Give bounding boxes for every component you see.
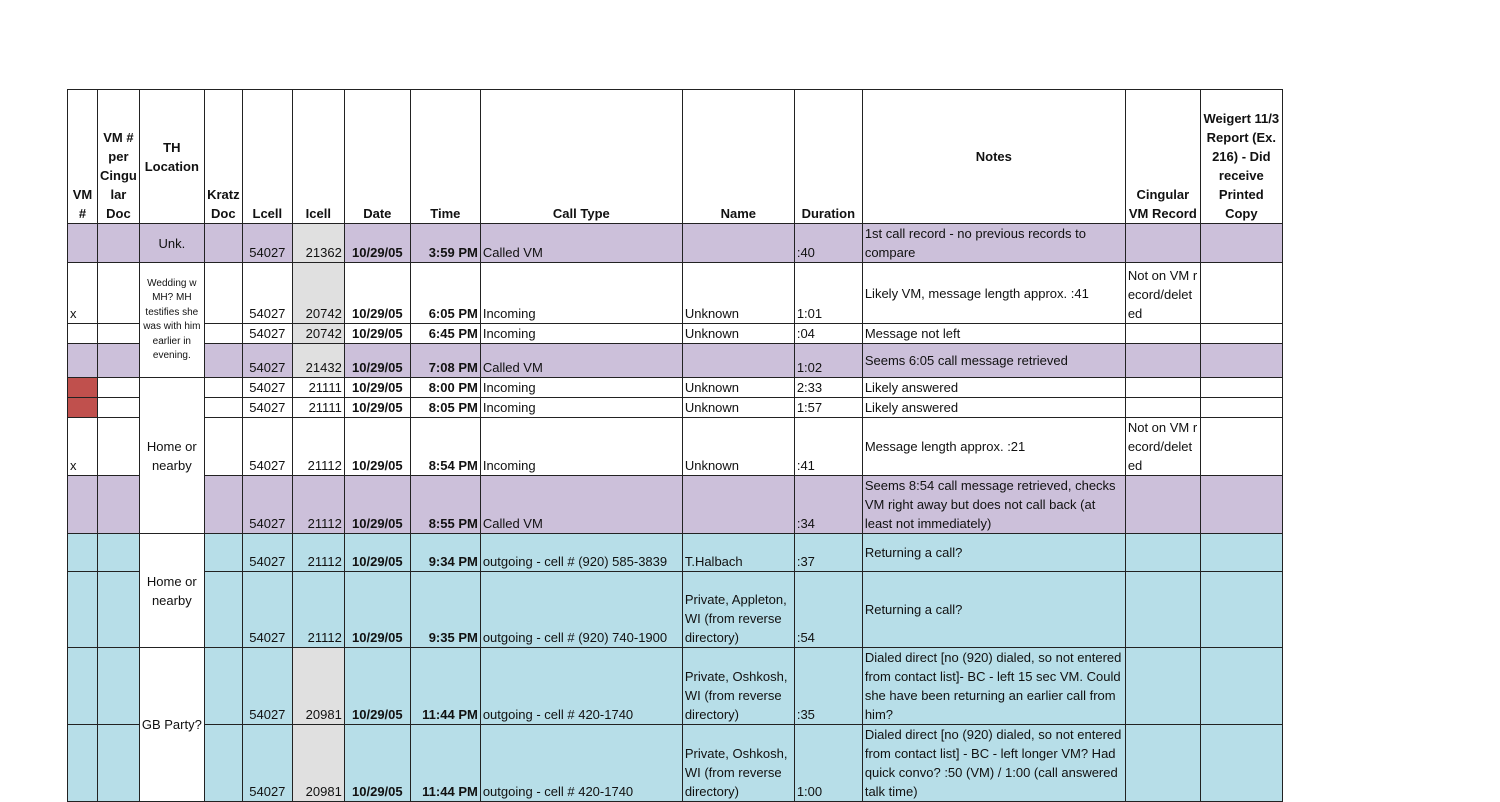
cingular-vm-record-cell	[1125, 476, 1200, 534]
date-cell: 10/29/05	[344, 398, 410, 418]
call-type-cell: Incoming	[480, 398, 682, 418]
kratz-doc-cell	[204, 725, 242, 802]
icell-cell: 20742	[292, 324, 344, 344]
date-cell: 10/29/05	[344, 344, 410, 378]
icell-cell: 21111	[292, 378, 344, 398]
icell-cell: 21112	[292, 476, 344, 534]
th-location-cell: Home or nearby	[139, 534, 204, 648]
table-row	[68, 378, 1283, 398]
name-cell	[682, 344, 794, 378]
cingular-vm-record-cell	[1125, 324, 1200, 344]
header-notes: Notes	[862, 90, 1125, 224]
call-type-cell: outgoing - cell # (920) 585-3839	[480, 534, 682, 572]
notes-cell: Seems 6:05 call message retrieved	[862, 344, 1125, 378]
time-cell: 9:35 PM	[410, 572, 480, 648]
table-row	[68, 398, 1283, 418]
vm-number-cell	[68, 725, 98, 802]
call-type-cell: outgoing - cell # 420-1740	[480, 648, 682, 725]
vm-cingular-doc-cell	[98, 263, 140, 324]
icell-cell: 21432	[292, 344, 344, 378]
weigert-report-cell	[1200, 725, 1282, 802]
name-cell: Unknown	[682, 418, 794, 476]
kratz-doc-cell	[204, 418, 242, 476]
date-cell: 10/29/05	[344, 648, 410, 725]
kratz-doc-cell	[204, 398, 242, 418]
th-location-cell: Unk.	[139, 224, 204, 263]
name-cell: Private, Oshkosh, WI (from reverse directory)	[682, 648, 794, 725]
name-cell: Unknown	[682, 378, 794, 398]
lcell-cell: 54027	[242, 476, 292, 534]
time-cell: 8:55 PM	[410, 476, 480, 534]
kratz-doc-cell	[204, 324, 242, 344]
cingular-vm-record-cell: Not on VM record/deleted	[1125, 263, 1200, 324]
vm-number-cell: x	[68, 263, 98, 324]
weigert-report-cell	[1200, 534, 1282, 572]
call-type-cell: Called VM	[480, 476, 682, 534]
lcell-cell: 54027	[242, 263, 292, 324]
date-cell: 10/29/05	[344, 572, 410, 648]
lcell-cell: 54027	[242, 398, 292, 418]
th-location-cell: GB Party?	[139, 648, 204, 802]
duration-cell: :40	[794, 224, 862, 263]
time-cell: 6:45 PM	[410, 324, 480, 344]
header-th-location: TH Location	[139, 90, 204, 224]
header-time: Time	[410, 90, 480, 224]
lcell-cell: 54027	[242, 725, 292, 802]
duration-cell: :54	[794, 572, 862, 648]
vm-number-cell: x	[68, 418, 98, 476]
table-row	[68, 263, 1283, 324]
header-vm-number: VM #	[68, 90, 98, 224]
kratz-doc-cell	[204, 344, 242, 378]
vm-cingular-doc-cell	[98, 398, 140, 418]
date-cell: 10/29/05	[344, 378, 410, 398]
date-cell: 10/29/05	[344, 725, 410, 802]
icell-cell: 20742	[292, 263, 344, 324]
lcell-cell: 54027	[242, 344, 292, 378]
notes-cell: Likely VM, message length approx. :41	[862, 263, 1125, 324]
call-type-cell: outgoing - cell # 420-1740	[480, 725, 682, 802]
call-type-cell: Called VM	[480, 224, 682, 263]
header-date: Date	[344, 90, 410, 224]
table-row	[68, 418, 1283, 476]
vm-cingular-doc-cell	[98, 648, 140, 725]
icell-cell: 21112	[292, 418, 344, 476]
vm-cingular-doc-cell	[98, 378, 140, 398]
date-cell: 10/29/05	[344, 534, 410, 572]
table-row	[68, 476, 1283, 534]
name-cell: Unknown	[682, 263, 794, 324]
vm-number-cell	[68, 534, 98, 572]
time-cell: 6:05 PM	[410, 263, 480, 324]
kratz-doc-cell	[204, 476, 242, 534]
vm-number-cell	[68, 476, 98, 534]
table-row	[68, 572, 1283, 648]
table-row	[68, 224, 1283, 263]
date-cell: 10/29/05	[344, 324, 410, 344]
time-cell: 8:05 PM	[410, 398, 480, 418]
header-duration: Duration	[794, 90, 862, 224]
kratz-doc-cell	[204, 534, 242, 572]
duration-cell: :04	[794, 324, 862, 344]
notes-cell: Dialed direct [no (920) dialed, so not entered from contact list]- BC - left 15 sec VM. Could she have been returning an earlier call from him?	[862, 648, 1125, 725]
lcell-cell: 54027	[242, 224, 292, 263]
header-row	[68, 90, 1283, 224]
lcell-cell: 54027	[242, 648, 292, 725]
notes-cell: Dialed direct [no (920) dialed, so not entered from contact list] - BC - left longer VM? Had quick convo? :50 (VM) / 1:00 (call answered talk time)	[862, 725, 1125, 802]
call-log-table	[67, 89, 1283, 802]
name-cell	[682, 476, 794, 534]
name-cell	[682, 224, 794, 263]
time-cell: 8:54 PM	[410, 418, 480, 476]
vm-number-cell	[68, 398, 98, 418]
kratz-doc-cell	[204, 263, 242, 324]
vm-cingular-doc-cell	[98, 725, 140, 802]
weigert-report-cell	[1200, 224, 1282, 263]
notes-cell: Message not left	[862, 324, 1125, 344]
vm-cingular-doc-cell	[98, 476, 140, 534]
notes-cell: 1st call record - no previous records to compare	[862, 224, 1125, 263]
header-name: Name	[682, 90, 794, 224]
vm-number-cell	[68, 224, 98, 263]
cingular-vm-record-cell	[1125, 572, 1200, 648]
cingular-vm-record-cell	[1125, 534, 1200, 572]
lcell-cell: 54027	[242, 378, 292, 398]
icell-cell: 20981	[292, 648, 344, 725]
cingular-vm-record-cell	[1125, 224, 1200, 263]
cingular-vm-record-cell	[1125, 725, 1200, 802]
header-call-type: Call Type	[480, 90, 682, 224]
weigert-report-cell	[1200, 263, 1282, 324]
cingular-vm-record-cell	[1125, 344, 1200, 378]
table-row	[68, 534, 1283, 572]
duration-cell: :34	[794, 476, 862, 534]
date-cell: 10/29/05	[344, 476, 410, 534]
vm-number-cell	[68, 648, 98, 725]
th-location-cell: Wedding w MH? MH testifies she was with him earlier in evening.	[139, 263, 204, 378]
duration-cell: :35	[794, 648, 862, 725]
vm-number-cell	[68, 324, 98, 344]
duration-cell: :41	[794, 418, 862, 476]
vm-cingular-doc-cell	[98, 324, 140, 344]
cingular-vm-record-cell: Not on VM record/deleted	[1125, 418, 1200, 476]
kratz-doc-cell	[204, 224, 242, 263]
icell-cell: 21112	[292, 572, 344, 648]
cingular-vm-record-cell	[1125, 648, 1200, 725]
vm-number-cell	[68, 572, 98, 648]
notes-cell: Message length approx. :21	[862, 418, 1125, 476]
cingular-vm-record-cell	[1125, 398, 1200, 418]
date-cell: 10/29/05	[344, 263, 410, 324]
duration-cell: 1:01	[794, 263, 862, 324]
icell-cell: 20981	[292, 725, 344, 802]
name-cell: Unknown	[682, 398, 794, 418]
vm-number-cell	[68, 378, 98, 398]
weigert-report-cell	[1200, 344, 1282, 378]
header-vm-per-cingular-doc: VM # per Cingu lar Doc	[98, 90, 140, 224]
notes-cell: Returning a call?	[862, 534, 1125, 572]
call-type-cell: Incoming	[480, 418, 682, 476]
cingular-vm-record-cell	[1125, 378, 1200, 398]
weigert-report-cell	[1200, 324, 1282, 344]
time-cell: 7:08 PM	[410, 344, 480, 378]
vm-cingular-doc-cell	[98, 534, 140, 572]
date-cell: 10/29/05	[344, 224, 410, 263]
lcell-cell: 54027	[242, 418, 292, 476]
header-weigert-report: Weigert 11/3 Report (Ex. 216) - Did receive Printed Copy	[1200, 90, 1282, 224]
header-kratz-doc: Kratz Doc	[204, 90, 242, 224]
weigert-report-cell	[1200, 572, 1282, 648]
kratz-doc-cell	[204, 648, 242, 725]
name-cell: T.Halbach	[682, 534, 794, 572]
notes-cell: Likely answered	[862, 398, 1125, 418]
name-cell: Private, Appleton, WI (from reverse directory)	[682, 572, 794, 648]
weigert-report-cell	[1200, 378, 1282, 398]
icell-cell: 21112	[292, 534, 344, 572]
time-cell: 8:00 PM	[410, 378, 480, 398]
time-cell: 3:59 PM	[410, 224, 480, 263]
vm-number-cell	[68, 344, 98, 378]
name-cell: Private, Oshkosh, WI (from reverse directory)	[682, 725, 794, 802]
vm-cingular-doc-cell	[98, 572, 140, 648]
weigert-report-cell	[1200, 476, 1282, 534]
weigert-report-cell	[1200, 648, 1282, 725]
notes-cell: Seems 8:54 call message retrieved, checks VM right away but does not call back (at least not immediately)	[862, 476, 1125, 534]
table-row	[68, 324, 1283, 344]
duration-cell: 1:57	[794, 398, 862, 418]
duration-cell: 1:00	[794, 725, 862, 802]
th-location-cell: Home or nearby	[139, 378, 204, 534]
lcell-cell: 54027	[242, 572, 292, 648]
vm-cingular-doc-cell	[98, 344, 140, 378]
icell-cell: 21111	[292, 398, 344, 418]
duration-cell: 1:02	[794, 344, 862, 378]
call-type-cell: Incoming	[480, 378, 682, 398]
notes-cell: Returning a call?	[862, 572, 1125, 648]
call-type-cell: outgoing - cell # (920) 740-1900	[480, 572, 682, 648]
kratz-doc-cell	[204, 378, 242, 398]
duration-cell: :37	[794, 534, 862, 572]
vm-cingular-doc-cell	[98, 224, 140, 263]
table-row	[68, 725, 1283, 802]
time-cell: 9:34 PM	[410, 534, 480, 572]
header-lcell: Lcell	[242, 90, 292, 224]
vm-cingular-doc-cell	[98, 418, 140, 476]
lcell-cell: 54027	[242, 324, 292, 344]
icell-cell: 21362	[292, 224, 344, 263]
lcell-cell: 54027	[242, 534, 292, 572]
name-cell: Unknown	[682, 324, 794, 344]
date-cell: 10/29/05	[344, 418, 410, 476]
weigert-report-cell	[1200, 418, 1282, 476]
call-type-cell: Incoming	[480, 324, 682, 344]
time-cell: 11:44 PM	[410, 725, 480, 802]
table-row	[68, 344, 1283, 378]
notes-cell: Likely answered	[862, 378, 1125, 398]
call-type-cell: Called VM	[480, 344, 682, 378]
table-row	[68, 648, 1283, 725]
time-cell: 11:44 PM	[410, 648, 480, 725]
header-cingular-vm-record: Cingular VM Record	[1125, 90, 1200, 224]
call-log-sheet	[67, 89, 1283, 802]
call-type-cell: Incoming	[480, 263, 682, 324]
header-icell: Icell	[292, 90, 344, 224]
duration-cell: 2:33	[794, 378, 862, 398]
kratz-doc-cell	[204, 572, 242, 648]
weigert-report-cell	[1200, 398, 1282, 418]
